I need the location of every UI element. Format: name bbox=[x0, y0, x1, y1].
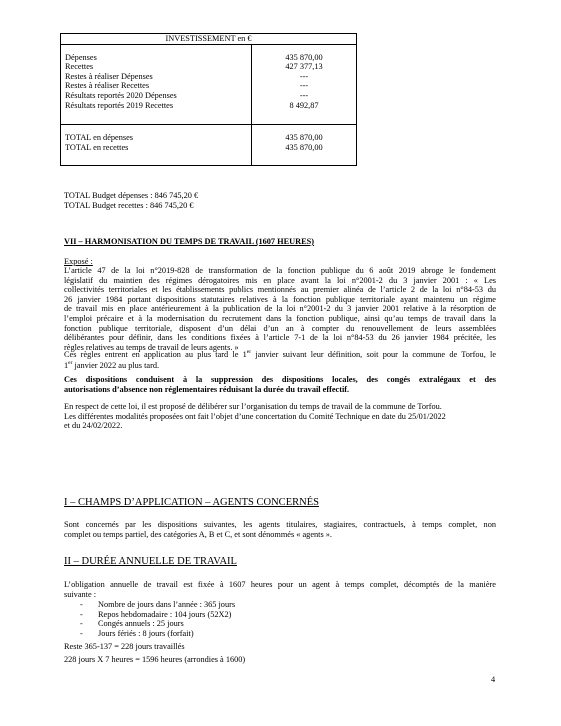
reste-line: Reste 365-137 = 228 jours travaillés bbox=[64, 642, 185, 651]
list-item: - Congés annuels : 25 jours bbox=[80, 619, 184, 629]
row-value: 435 870,00 bbox=[285, 52, 323, 62]
bullet-list bbox=[80, 600, 235, 638]
investment-table bbox=[60, 33, 357, 166]
paragraph-line: Ces règles entrent en application au plus tard le 1er janvier suivant leur définition, soit pour la commune de Torfou, le bbox=[64, 349, 496, 359]
paragraph-line: suivante : bbox=[64, 589, 97, 599]
paragraph-line: 1er janvier 2022 au plus tard. bbox=[64, 360, 160, 371]
list-item: - Nombre de jours dans l’année : 365 jours bbox=[80, 600, 236, 609]
paragraph-line: l’emploi précaire et à la modernisation du recrutement dans la fonction publique, ainsi qu’au temps de travail dans la bbox=[64, 313, 496, 323]
paragraph-line: et du 24/02/2022. bbox=[64, 421, 123, 431]
row-label: Recettes bbox=[65, 62, 94, 72]
section-i-title: I – CHAMPS D’APPLICATION – AGENTS CONCERNÉS bbox=[64, 497, 319, 508]
row-value: 427 377,13 bbox=[285, 62, 323, 72]
total-label: TOTAL en dépenses bbox=[65, 133, 133, 143]
row-label: Résultats reportés 2020 Dépenses bbox=[65, 90, 177, 100]
calc-line: 228 jours X 7 heures = 1596 heures (arrondies à 1600) bbox=[64, 655, 246, 664]
paragraph-line: Les différentes modalités proposées ont fait l’objet d’une concertation du Comité Technique en date du 25/01/2022 bbox=[64, 411, 446, 421]
row-value: --- bbox=[299, 81, 309, 91]
list-item: - Repos hebdomadaire : 104 jours (52X2) bbox=[80, 609, 232, 619]
paragraph-line: délibérantes pour définir, dans les conditions fixées à l’article 7-1 de la loi n°84-53 du 26 janvier 1984 précitée, les bbox=[64, 333, 496, 343]
paragraph-line: L’obligation annuelle de travail est fixée à 1607 heures pour un agent à temps complet, décomptés de la manière bbox=[64, 580, 496, 589]
page-number: 4 bbox=[491, 675, 496, 684]
total-label: TOTAL en recettes bbox=[65, 142, 129, 152]
section-ii-title: II – DURÉE ANNUELLE DE TRAVAIL bbox=[64, 556, 237, 567]
budget-total-recettes: TOTAL Budget recettes : 846 745,20 € bbox=[64, 201, 194, 210]
total-value: 435 870,00 bbox=[285, 142, 323, 152]
paragraph-line: Ces dispositions conduisent à la suppression des dispositions locales, des congés extralégaux et des bbox=[64, 375, 496, 384]
expose-paragraph bbox=[64, 266, 496, 352]
section-vii-title: VII – HARMONISATION DU TEMPS DE TRAVAIL (1607 HEURES) bbox=[64, 237, 315, 246]
row-value: --- bbox=[299, 90, 309, 100]
paragraph-line: collectivités territoriales et les établissements publics mentionnés au premier alinéa de l’article 2 de la loi n°84-53 du bbox=[64, 285, 496, 295]
paragraph-line: fonction publique territoriale, disposent d’un délai d’un an à compter du renouvellement de leurs assemblées bbox=[64, 323, 496, 333]
paragraph-line: Sont concernés par les dispositions suivantes, les agents titulaires, stagiaires, contractuels, à temps complet, non bbox=[64, 520, 496, 529]
row-label: Restes à réaliser Recettes bbox=[65, 81, 150, 91]
section-i-paragraph bbox=[64, 520, 496, 539]
row-value: 8 492,87 bbox=[289, 100, 319, 110]
paragraph-line: législatif du maintien des régimes dérogatoires mis en place avant la loi n°2001-2 du 3 janvier 2001 : « Les bbox=[64, 275, 496, 285]
row-value: --- bbox=[299, 71, 309, 81]
paragraph-line: 26 janvier 1984 portant dispositions statutaires relatives à la fonction publique territoriale ayant maintenu un régime bbox=[64, 294, 496, 304]
paragraph-line: complet ou temps partiel, des catégories A, B et C, et sont dénommés « agents ». bbox=[64, 529, 332, 539]
paragraph-line: autorisations d’absence non réglementaires réduisant la durée du travail effectif. bbox=[64, 384, 350, 394]
row-label: Restes à réaliser Dépenses bbox=[65, 71, 153, 81]
section-ii-intro bbox=[64, 580, 496, 599]
total-value: 435 870,00 bbox=[285, 133, 323, 143]
application-paragraph bbox=[64, 348, 496, 371]
budget-total-depenses: TOTAL Budget dépenses : 846 745,20 € bbox=[64, 191, 199, 200]
list-item: - Jours fériés : 8 jours (forfait) bbox=[80, 628, 194, 638]
row-label: Résultats reportés 2019 Recettes bbox=[65, 100, 174, 110]
paragraph-line: En respect de cette loi, il est proposé de délibérer sur l’organisation du temps de travail de la commune de Torfou. bbox=[64, 402, 442, 411]
expose-label: Exposé : bbox=[64, 257, 93, 266]
dispositions-paragraph bbox=[64, 375, 496, 394]
table-title: INVESTISSEMENT en € bbox=[61, 34, 357, 45]
paragraph-line: de travail mis en place antérieurement à la publication de la loi n°2001-2 du 3 janvier 2001 relative à la résorption de bbox=[64, 304, 496, 314]
organisation-paragraph bbox=[64, 402, 496, 431]
paragraph-line: L’article 47 de la loi n°2019-828 de transformation de la fonction publique du 6 août 2019 abroge le fondement bbox=[64, 266, 496, 275]
paragraph-line: règles relatives au temps de travail de leurs agents. » bbox=[64, 342, 239, 352]
row-label: Dépenses bbox=[65, 52, 97, 62]
